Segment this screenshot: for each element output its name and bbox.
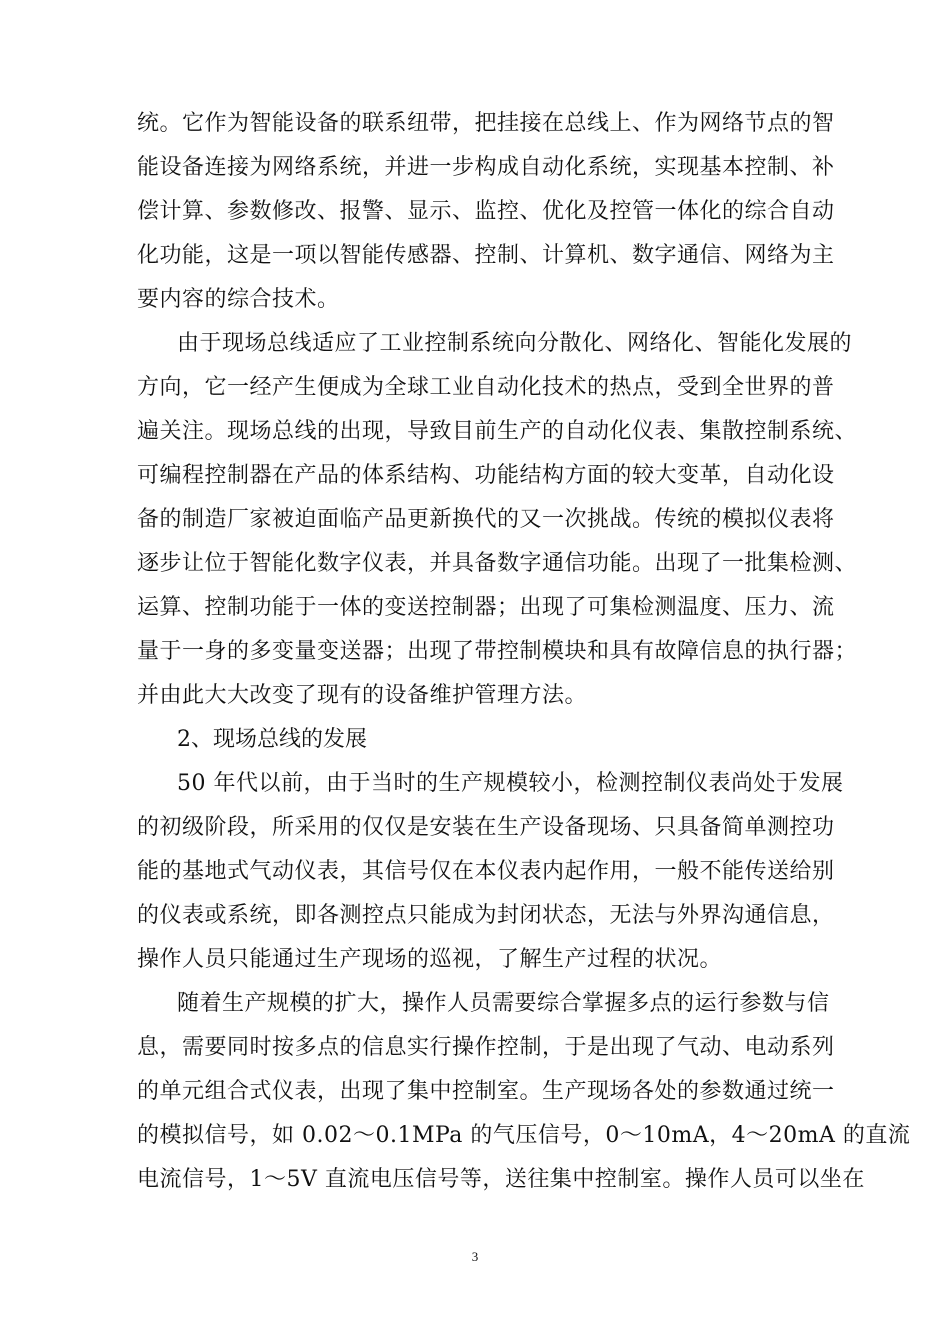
body-text-line: 随着生产规模的扩大，操作人员需要综合掌握多点的运行参数与信 — [177, 991, 830, 1016]
body-text-line: 能的基地式气动仪表，其信号仅在本仪表内起作用，一般不能传送给别 — [137, 859, 835, 884]
body-text-line: 方向，它一经产生便成为全球工业自动化技术的热点，受到全世界的普 — [137, 375, 835, 400]
body-text-line: 并由此大大改变了现有的设备维护管理方法。 — [137, 683, 588, 708]
body-text-line: 化功能，这是一项以智能传感器、控制、计算机、数字通信、网络为主 — [137, 243, 835, 268]
section-heading: 2、现场总线的发展 — [177, 727, 367, 752]
body-text-line: 备的制造厂家被迫面临产品更新换代的又一次挑战。传统的模拟仪表将 — [137, 507, 835, 532]
body-text-line: 的仪表或系统，即各测控点只能成为封闭状态，无法与外界沟通信息， — [137, 903, 835, 928]
body-text-line: 电流信号，1～5V 直流电压信号等，送往集中控制室。操作人员可以坐在 — [137, 1167, 865, 1192]
body-text-line: 的单元组合式仪表，出现了集中控制室。生产现场各处的参数通过统一 — [137, 1079, 835, 1104]
body-text-line: 可编程控制器在产品的体系结构、功能结构方面的较大变革，自动化设 — [137, 463, 835, 488]
body-text-line: 量于一身的多变量变送器；出现了带控制模块和具有故障信息的执行器； — [137, 639, 858, 664]
body-text-line: 操作人员只能通过生产现场的巡视，了解生产过程的状况。 — [137, 947, 723, 972]
body-text-line: 的模拟信号，如 0.02～0.1MPa 的气压信号，0～10mA，4～20mA 的直流 — [137, 1123, 911, 1148]
body-text-line: 的初级阶段，所采用的仅仅是安装在生产设备现场、只具备简单测控功 — [137, 815, 835, 840]
body-text-line: 运算、控制功能于一体的变送控制器；出现了可集检测温度、压力、流 — [137, 595, 835, 620]
page-number: 3 — [471, 1249, 479, 1264]
body-text-line: 统。它作为智能设备的联系纽带，把挂接在总线上、作为网络节点的智 — [137, 111, 835, 136]
body-text-line: 遍关注。现场总线的出现，导致目前生产的自动化仪表、集散控制系统、 — [137, 419, 858, 444]
body-text-line: 50 年代以前，由于当时的生产规模较小，检测控制仪表尚处于发展 — [177, 771, 844, 796]
body-text-line: 偿计算、参数修改、报警、显示、监控、优化及控管一体化的综合自动 — [137, 199, 835, 224]
body-text-line: 能设备连接为网络系统，并进一步构成自动化系统，实现基本控制、补 — [137, 155, 835, 180]
body-text-line: 由于现场总线适应了工业控制系统向分散化、网络化、智能化发展的 — [177, 331, 853, 356]
body-text-line: 逐步让位于智能化数字仪表，并具备数字通信功能。出现了一批集检测、 — [137, 551, 858, 576]
body-text-line: 息，需要同时按多点的信息实行操作控制，于是出现了气动、电动系列 — [137, 1035, 835, 1060]
body-text-line: 要内容的综合技术。 — [137, 287, 340, 312]
